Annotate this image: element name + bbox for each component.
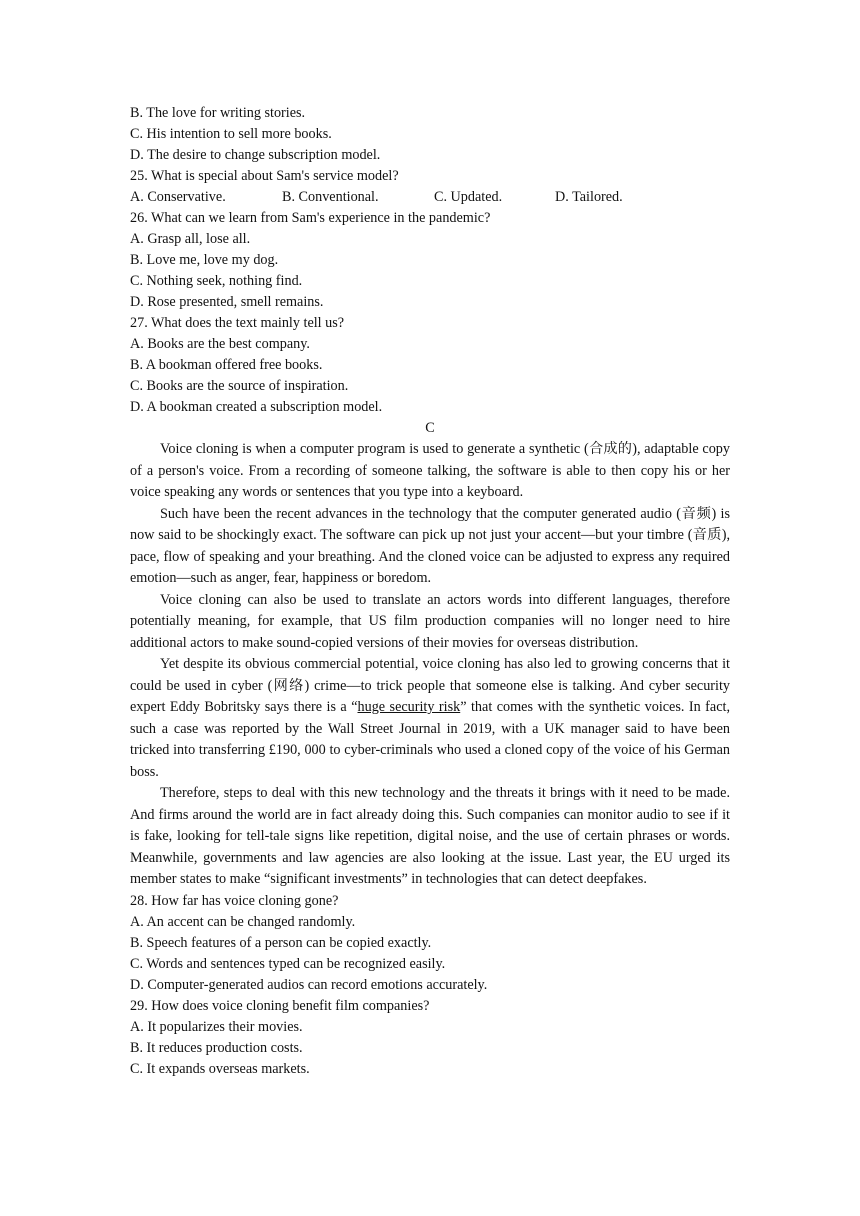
option-c: C. Nothing seek, nothing find.	[130, 273, 303, 289]
question-27	[130, 313, 730, 418]
option-c: C. Books are the source of inspiration.	[130, 378, 349, 394]
option-d: D. A bookman created a subscription model.	[130, 399, 383, 415]
passage-paragraph-4	[130, 654, 730, 783]
option-a: A. Grasp all, lose all.	[130, 231, 251, 247]
question-25	[130, 166, 730, 208]
question-26	[130, 208, 730, 313]
option-c: C. His intention to sell more books.	[130, 126, 332, 142]
option-b: B. A bookman offered free books.	[130, 357, 323, 373]
option-b: B. It reduces production costs.	[130, 1039, 303, 1056]
passage-paragraph-5: Therefore, steps to deal with this new technology and the threats it brings with it need to be made. And firms around the world are in fact already doing this. Such companies can monitor audio to see if it is fake, looking for tell-tale signs like repetition, digital noise, and the use of certain phrases or words. Meanwhile, governments and law agencies are also looking at the issue. Last year, the EU urged its member states to make “significant investments” in technologies that can detect deepfakes.	[130, 785, 730, 887]
option-a: A. Conservative.	[130, 189, 226, 205]
option-c: C. Words and sentences typed can be recognized easily.	[130, 955, 446, 972]
option-a: A. An accent can be changed randomly.	[130, 913, 356, 930]
question-28	[130, 891, 730, 996]
underlined-phrase: huge security risk	[357, 699, 461, 715]
question-text: 28. How far has voice cloning gone?	[130, 892, 339, 909]
options-row	[130, 187, 730, 208]
exam-page	[130, 103, 730, 1080]
option-c: C. It expands overseas markets.	[130, 1060, 310, 1077]
question-text: 25. What is special about Sam's service model?	[130, 168, 399, 184]
option-b: B. Conventional.	[282, 189, 379, 205]
option-d: D. Rose presented, smell remains.	[130, 294, 324, 310]
section-heading: C	[425, 420, 435, 436]
option-d: D. Computer-generated audios can record emotions accurately.	[130, 976, 488, 993]
question-24-options	[130, 103, 730, 166]
question-text: 27. What does the text mainly tell us?	[130, 315, 345, 331]
option-d: D. Tailored.	[555, 189, 623, 205]
option-b: B. Love me, love my dog.	[130, 252, 279, 268]
paragraph-4-text-a: Yet despite its obvious commercial potential, voice cloning has also led to growing concerns that it could be used in cyber (网络) crime—to trick people that someone else is talking. And cyber security expert Eddy Bobritsky says there is a “	[130, 656, 730, 715]
option-b: B. The love for writing stories.	[130, 105, 306, 121]
paragraph-4-text-b: ” that comes with the synthetic voices. In fact, such a case was reported by the Wall Street Journal in 2019, with a UK manager said to have been tricked into transferring £190, 000 to cyber-criminals who used a cloned copy of the voice of his German boss.	[130, 699, 730, 780]
passage-paragraph-1: Voice cloning is when a computer program is used to generate a synthetic (合成的), adaptable copy of a person's voice. From a recording of someone talking, the software is able to then copy his or her voice speaking any words or sentences that you type into a keyboard.	[130, 441, 730, 500]
option-c: C. Updated.	[434, 189, 503, 205]
option-a: A. Books are the best company.	[130, 336, 310, 352]
option-b: B. Speech features of a person can be copied exactly.	[130, 934, 432, 951]
option-d: D. The desire to change subscription model.	[130, 147, 381, 163]
passage-paragraph-2: Such have been the recent advances in the technology that the computer generated audio (音频) is now said to be shockingly exact. The software can pick up not just your accent—but your timbre (音质), pace, flow of speaking and your breathing. And the cloned voice can be adjusted to express any required emotion—such as anger, fear, happiness or boredom.	[130, 505, 730, 586]
question-text: 26. What can we learn from Sam's experience in the pandemic?	[130, 210, 491, 226]
question-29	[130, 996, 730, 1080]
question-text: 29. How does voice cloning benefit film companies?	[130, 997, 430, 1014]
reading-passage	[130, 439, 730, 891]
option-a: A. It popularizes their movies.	[130, 1018, 303, 1035]
passage-paragraph-3: Voice cloning can also be used to translate an actors words into different languages, therefore potentially meaning, for example, that US film production companies will no longer need to hire additional actors to make sound-copied versions of their movies for overseas distribution.	[130, 591, 730, 651]
